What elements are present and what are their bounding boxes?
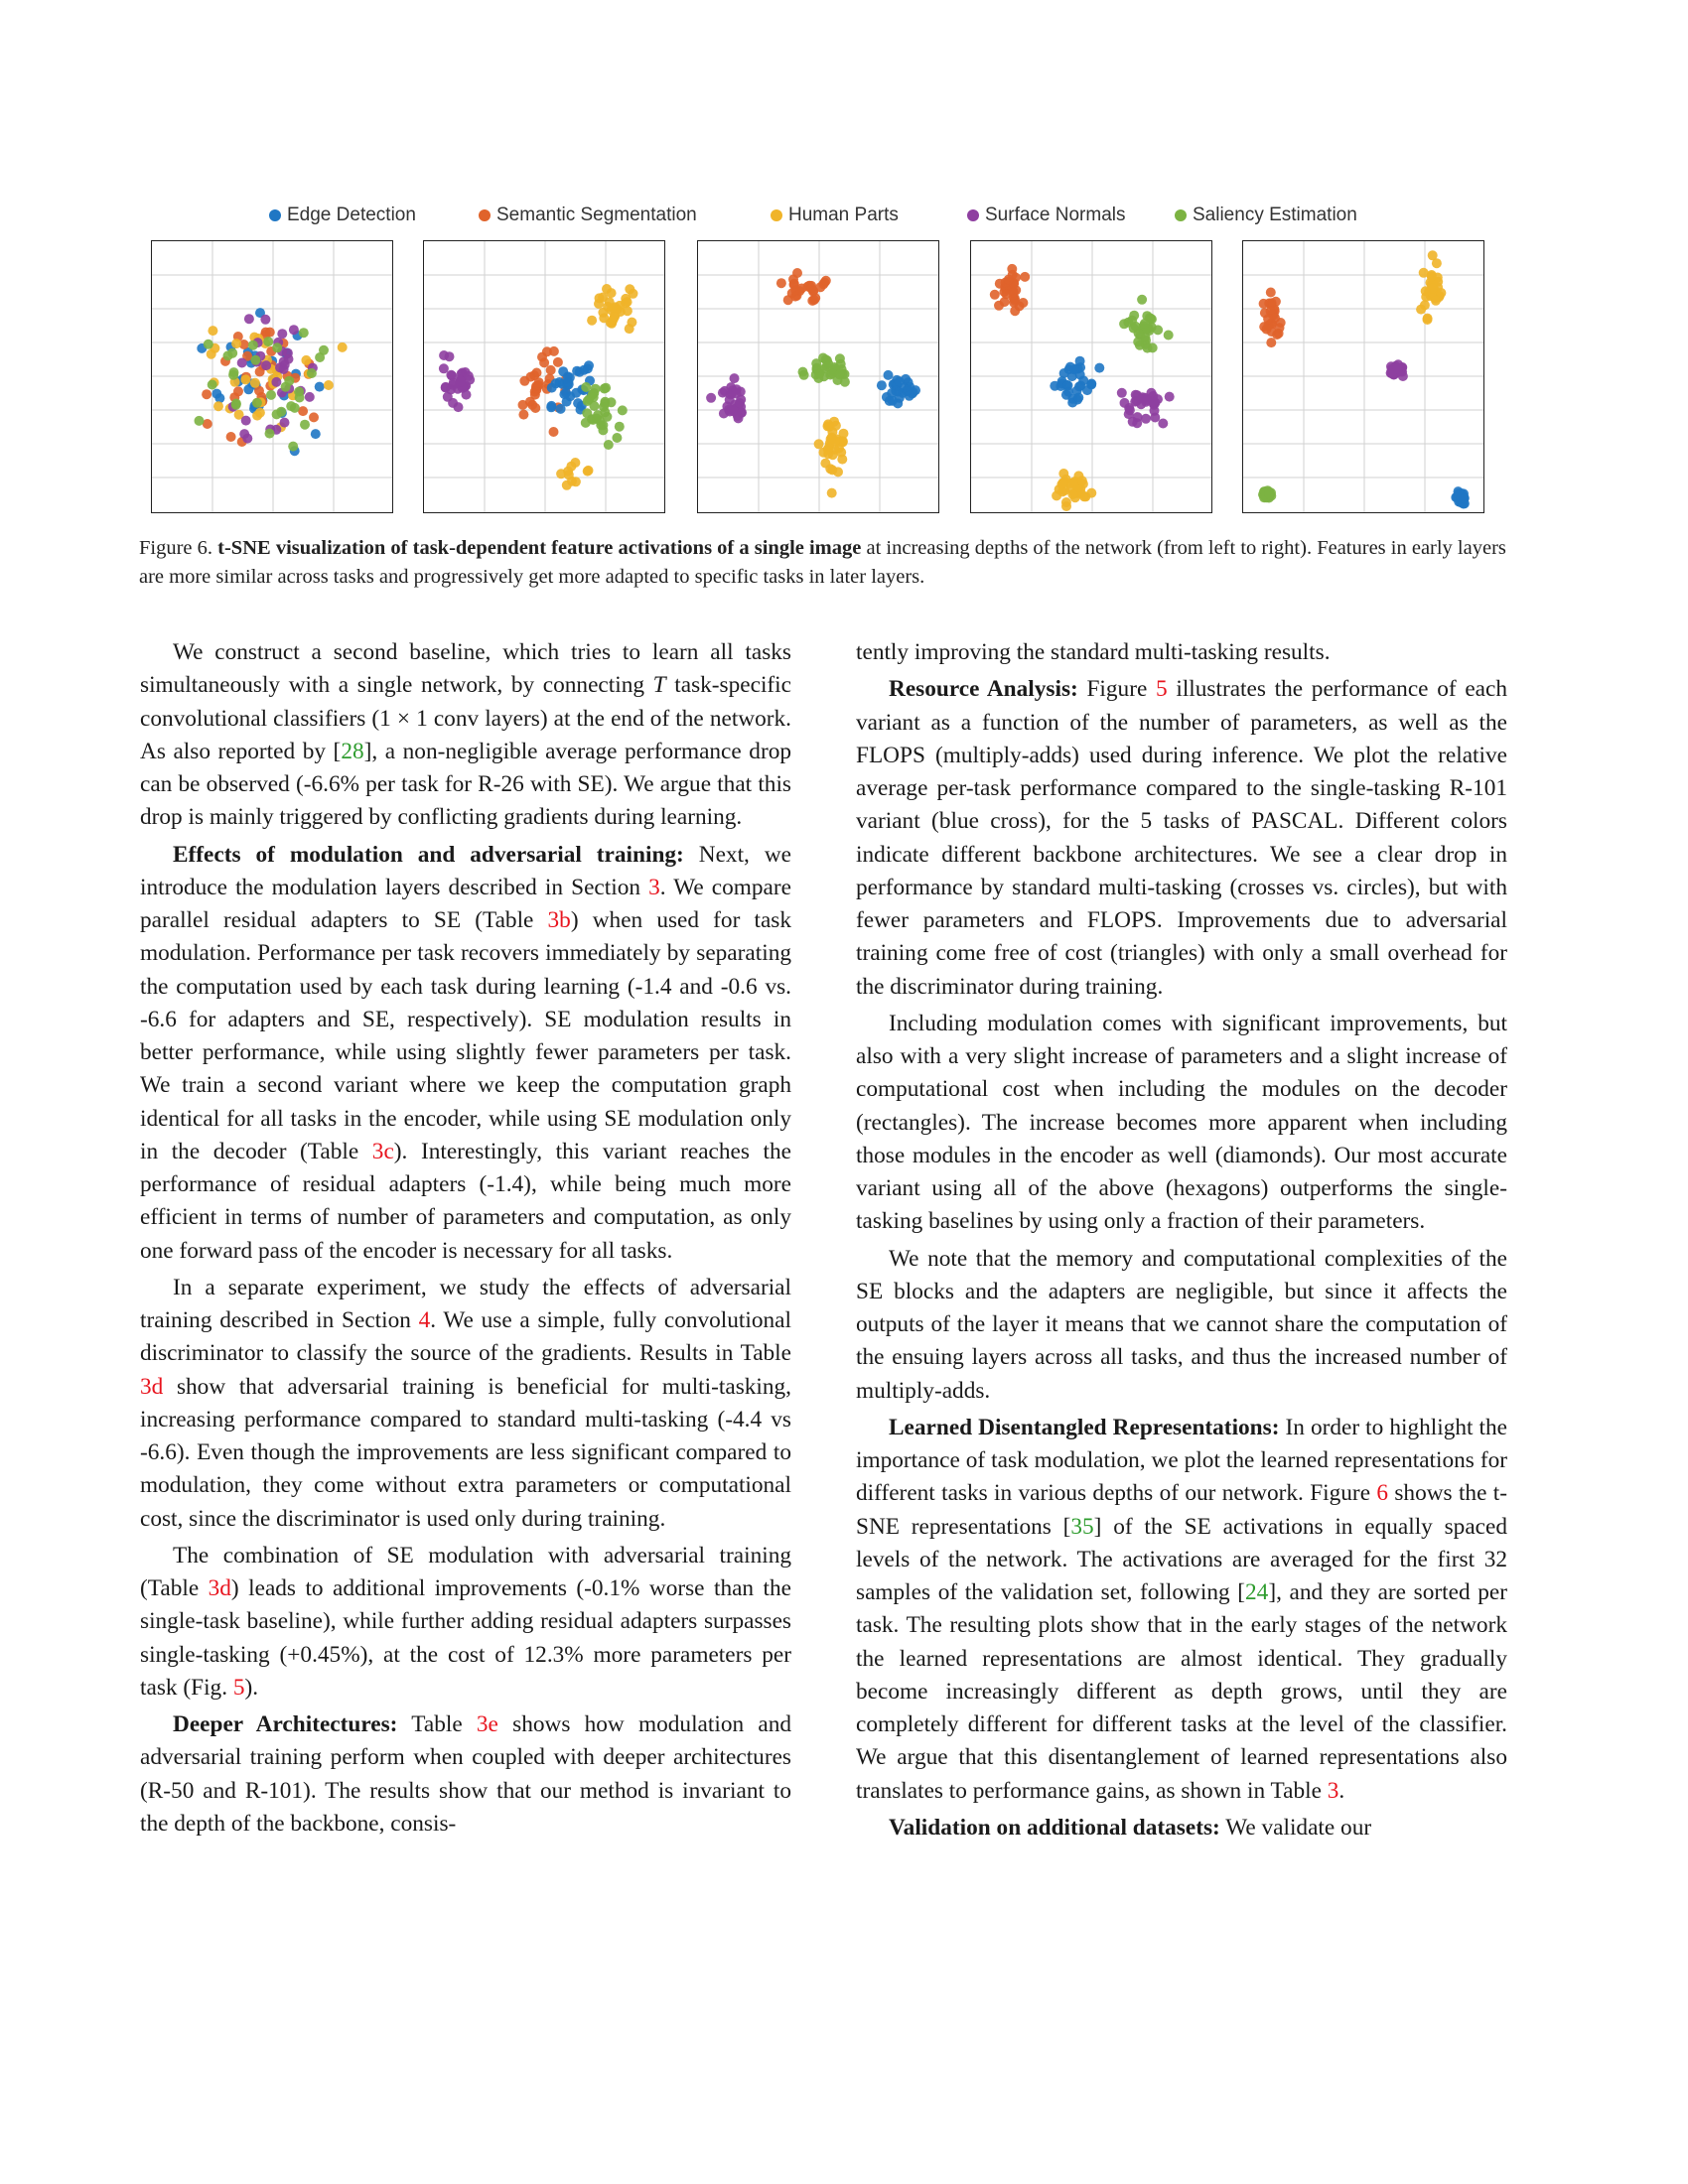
scatter-point bbox=[903, 384, 913, 394]
scatter-point bbox=[1059, 368, 1069, 378]
scatter-point bbox=[195, 416, 205, 426]
scatter-point bbox=[1428, 250, 1438, 260]
scatter-point bbox=[231, 339, 241, 348]
scatter-point bbox=[584, 360, 594, 370]
scatter-point bbox=[1431, 296, 1441, 306]
legend-item-semseg bbox=[479, 205, 697, 226]
paragraph-heading: Validation on additional datasets: bbox=[889, 1814, 1220, 1841]
scatter-point bbox=[1001, 289, 1011, 299]
scatter-point bbox=[1266, 288, 1276, 298]
scatter-point bbox=[1423, 315, 1433, 325]
text: ], a non-negligible average performance drop can be observed (-6.6% per task for R-26 with SE). We argue that this drop is mainly triggered by conflicting gradients during learning. bbox=[140, 738, 791, 831]
paragraph-heading: Deeper Architectures: bbox=[173, 1711, 398, 1737]
legend-item-parts bbox=[771, 205, 899, 226]
scatter-point bbox=[534, 377, 544, 387]
scatter-point bbox=[1421, 286, 1431, 296]
scatter-point bbox=[1063, 380, 1073, 390]
scatter-point bbox=[587, 316, 597, 326]
paragraph: Including modulation comes with significant improvements, but also with a very slight increase of parameters and a slight increase of computational cost when including the modules on the decoder (rectangles). The increase becomes more apparent when including those modules in the encoder as well (diamonds). Our most accurate variant using all of the above (hexagons) outperforms the single-tasking baselines by using only a fraction of their parameters. bbox=[856, 1010, 1507, 1235]
scatter-point bbox=[250, 355, 260, 365]
scatter-point bbox=[566, 462, 576, 472]
scatter-point bbox=[1094, 363, 1104, 373]
figure-link[interactable]: 6 bbox=[1376, 1480, 1389, 1507]
scatter-point bbox=[284, 376, 294, 386]
scatter-point bbox=[602, 412, 612, 422]
scatter-point bbox=[299, 328, 309, 338]
scatter-point bbox=[790, 285, 800, 295]
scatter-point bbox=[1275, 323, 1285, 333]
scatter-point bbox=[208, 380, 217, 390]
text: show that adversarial training is beneficial for multi-tasking, increasing performance compared to standard multi-tasking (-4.4 vs -6.6). Even though the improvements are less significant compared to modulation, they come without extra parameters or computational cost, since the discriminator is used only during training. bbox=[140, 1373, 791, 1532]
text: ] of the SE activations in equally spaced levels of the network. The activations are averaged for the first 32 samples of the validation set, following [ bbox=[856, 1513, 1507, 1605]
scatter-point bbox=[286, 401, 296, 411]
scatter-point bbox=[706, 393, 716, 403]
scatter-point bbox=[271, 377, 281, 387]
paragraph bbox=[856, 673, 1507, 1004]
scatter-point bbox=[1132, 390, 1142, 400]
scatter-point bbox=[1074, 381, 1084, 391]
legend-dot bbox=[479, 209, 491, 221]
scatter-point bbox=[1073, 393, 1083, 403]
scatter-point bbox=[1140, 319, 1150, 329]
scatter-point bbox=[213, 401, 223, 411]
paragraph bbox=[140, 636, 791, 835]
scatter-point bbox=[735, 398, 745, 408]
scatter-point bbox=[1061, 497, 1071, 507]
scatter-point bbox=[1020, 272, 1030, 282]
scatter-point bbox=[877, 380, 887, 390]
scatter-point bbox=[840, 377, 850, 387]
scatter-point bbox=[593, 410, 603, 420]
scatter-point bbox=[279, 356, 289, 366]
scatter-point bbox=[604, 440, 614, 450]
scatter-point bbox=[823, 419, 833, 429]
scatter-point bbox=[1018, 298, 1028, 308]
tsne-panel-4 bbox=[970, 240, 1212, 513]
scatter-point bbox=[776, 278, 786, 288]
text: shows the t-SNE representations [ bbox=[856, 1480, 1507, 1540]
scatter-point bbox=[539, 357, 549, 367]
text: Figure bbox=[1077, 676, 1156, 703]
scatter-point bbox=[280, 418, 290, 428]
scatter-point bbox=[839, 429, 849, 439]
legend-item-edge bbox=[269, 205, 416, 226]
section-link[interactable]: 4 bbox=[418, 1307, 431, 1333]
left-column bbox=[140, 636, 791, 1844]
figure-caption bbox=[139, 534, 1511, 592]
scatter-point bbox=[309, 412, 319, 422]
legend-item-saliency bbox=[1175, 205, 1357, 226]
scatter-point bbox=[233, 386, 243, 396]
table-link[interactable]: 3d bbox=[140, 1373, 164, 1400]
text: shows how modulation and adversarial training perform when coupled with deeper architectures (R-50 and R-101). The results show that our method is invariant to the depth of the backbone, consis- bbox=[140, 1711, 791, 1837]
table-link[interactable]: 3c bbox=[371, 1138, 394, 1164]
scatter-point bbox=[307, 368, 317, 378]
paragraph-heading: Resource Analysis: bbox=[889, 676, 1078, 703]
scatter-point bbox=[277, 329, 287, 339]
scatter-point bbox=[564, 470, 574, 479]
paragraph bbox=[856, 1412, 1507, 1808]
caption-bold: t-SNE visualization of task-dependent feature activations of a single image bbox=[217, 537, 862, 559]
scatter-point bbox=[223, 350, 233, 360]
table-link[interactable]: 3e bbox=[476, 1711, 498, 1737]
scatter-point bbox=[827, 465, 837, 475]
tsne-plot-4 bbox=[971, 241, 1212, 513]
scatter-point bbox=[288, 442, 298, 452]
scatter-point bbox=[1133, 337, 1143, 346]
legend-dot bbox=[771, 209, 782, 221]
scatter-point bbox=[248, 341, 258, 350]
scatter-point bbox=[1153, 325, 1163, 335]
text: . bbox=[1338, 1777, 1345, 1804]
scatter-point bbox=[324, 380, 334, 390]
scatter-point bbox=[456, 376, 466, 386]
scatter-point bbox=[1265, 489, 1275, 499]
scatter-point bbox=[1427, 271, 1437, 281]
text: ], and they are sorted per task. The resulting plots show that in the early stages of the network the learned representations are almost identical. They gradually become increasingly different as depth grows, until they are completely different for different tasks at the level of the classifier. We argue that this disentanglement of learned representations also translates to performance gains, as shown in Table bbox=[856, 1579, 1507, 1804]
paragraph: We note that the memory and computational complexities of the SE blocks and the adapters are negligible, but since it affects the outputs of the layer it means that we cannot share the computation of the ensuing layers across all tasks, and thus the increased number of multiply-adds. bbox=[856, 1245, 1507, 1404]
scatter-point bbox=[836, 448, 846, 458]
scatter-point bbox=[1459, 493, 1469, 503]
scatter-point bbox=[1259, 299, 1269, 309]
paragraph: tently improving the standard multi-tasking results. bbox=[856, 639, 1331, 665]
scatter-point bbox=[625, 324, 634, 334]
scatter-point bbox=[990, 290, 1000, 300]
scatter-point bbox=[1120, 398, 1130, 408]
scatter-point bbox=[571, 477, 581, 486]
scatter-point bbox=[590, 401, 600, 411]
scatter-point bbox=[338, 342, 348, 352]
scatter-point bbox=[1052, 490, 1061, 500]
scatter-point bbox=[311, 429, 321, 439]
scatter-point bbox=[261, 360, 271, 370]
scatter-point bbox=[265, 429, 275, 439]
scatter-point bbox=[559, 389, 569, 399]
text: Next, we introduce the modulation layers described in Section bbox=[140, 841, 791, 900]
scatter-point bbox=[319, 345, 329, 355]
scatter-point bbox=[1010, 306, 1020, 316]
scatter-point bbox=[823, 444, 833, 454]
paragraph bbox=[140, 839, 791, 1268]
legend-label: Edge Detection bbox=[287, 205, 416, 225]
scatter-point bbox=[240, 374, 250, 384]
tsne-plot-2 bbox=[424, 241, 665, 513]
scatter-point bbox=[730, 373, 740, 383]
tsne-panel-5 bbox=[1242, 240, 1484, 513]
scatter-point bbox=[301, 355, 311, 365]
scatter-point bbox=[615, 422, 625, 432]
scatter-point bbox=[719, 409, 729, 419]
figure-link[interactable]: 5 bbox=[1156, 676, 1168, 703]
scatter-point bbox=[600, 398, 610, 408]
scatter-point bbox=[445, 351, 455, 361]
scatter-point bbox=[1119, 319, 1129, 329]
legend-item-normals bbox=[967, 205, 1126, 226]
scatter-point bbox=[1129, 311, 1139, 321]
scatter-point bbox=[562, 480, 572, 490]
scatter-point bbox=[231, 400, 241, 410]
paragraph bbox=[140, 1540, 791, 1705]
paragraph bbox=[140, 1708, 791, 1841]
scatter-point bbox=[1133, 412, 1143, 422]
scatter-point bbox=[1416, 305, 1426, 315]
scatter-point bbox=[888, 396, 898, 406]
scatter-point bbox=[250, 378, 260, 388]
scatter-point bbox=[1158, 419, 1168, 429]
scatter-point bbox=[563, 377, 573, 387]
scatter-point bbox=[584, 466, 594, 476]
text: We construct a second baseline, which tries to learn all tasks simultaneously with a single network, by connecting bbox=[140, 639, 791, 699]
tsne-plot-3 bbox=[698, 241, 939, 513]
citation-link[interactable]: 28 bbox=[341, 738, 364, 764]
scatter-point bbox=[1004, 275, 1014, 285]
scatter-point bbox=[546, 402, 556, 412]
scatter-point bbox=[1134, 329, 1144, 339]
scatter-point bbox=[266, 390, 276, 400]
right-column bbox=[856, 636, 1507, 1848]
text: . We compare parallel residual adapters to SE (Table bbox=[140, 874, 791, 933]
scatter-point bbox=[439, 363, 449, 373]
scatter-point bbox=[1077, 476, 1087, 485]
scatter-point bbox=[732, 384, 742, 394]
scatter-point bbox=[241, 416, 251, 426]
scatter-point bbox=[255, 408, 265, 418]
legend-label: Surface Normals bbox=[985, 205, 1126, 225]
section-link[interactable]: 3 bbox=[648, 874, 660, 900]
table-link[interactable]: 3 bbox=[1327, 1777, 1339, 1804]
text: ) leads to additional improvements (-0.1% worse than the single-task baseline), while further adding residual adapters surpasses single-tasking (+0.45%), at the cost of 12.3% more parameters per task (Fig. bbox=[140, 1575, 791, 1701]
text: ) when used for task modulation. Performance per task recovers immediately by separating the computation used by each task during learning (-1.4 and -0.6 vs. -6.6 for adapters and SE, respectively). SE modulation results in better performance, while using slightly fewer parameters per task. We train a second variant where we keep the computation graph identical for all tasks in the encoder, while using SE modulation only in the decoder (Table bbox=[140, 907, 792, 1164]
scatter-point bbox=[226, 432, 236, 442]
scatter-point bbox=[518, 410, 528, 420]
scatter-point bbox=[448, 398, 458, 408]
tsne-panels bbox=[0, 240, 1688, 518]
scatter-point bbox=[1007, 264, 1017, 274]
scatter-point bbox=[228, 370, 238, 380]
scatter-point bbox=[821, 276, 831, 286]
scatter-point bbox=[1266, 338, 1276, 347]
scatter-point bbox=[202, 389, 211, 399]
scatter-point bbox=[895, 376, 905, 386]
scatter-point bbox=[289, 325, 299, 335]
scatter-point bbox=[737, 408, 747, 418]
scatter-point bbox=[272, 342, 282, 352]
scatter-point bbox=[208, 326, 217, 336]
text: task-specific convolutional classifiers (1 × 1 conv layers) at the end of the network. As also reported by [ bbox=[140, 672, 791, 764]
scatter-point bbox=[827, 488, 837, 498]
scatter-point bbox=[629, 289, 638, 299]
scatter-point bbox=[549, 427, 559, 437]
text: ). bbox=[244, 1674, 259, 1701]
scatter-point bbox=[603, 302, 613, 312]
scatter-point bbox=[598, 425, 608, 435]
tsne-plot-1 bbox=[152, 241, 393, 513]
scatter-point bbox=[1141, 414, 1151, 424]
scatter-point bbox=[546, 365, 556, 375]
scatter-point bbox=[294, 387, 304, 397]
text: In a separate experiment, we study the effects of adversarial training described in Section bbox=[140, 1274, 791, 1333]
scatter-point bbox=[799, 370, 809, 380]
scatter-point bbox=[1137, 295, 1147, 305]
scatter-point bbox=[547, 383, 557, 393]
paragraph bbox=[140, 1272, 791, 1536]
text: . We use a simple, fully convolutional discriminator to classify the source of the gradients. Results in Table bbox=[140, 1307, 791, 1367]
scatter-point bbox=[244, 314, 254, 324]
text: Table bbox=[397, 1711, 477, 1737]
scatter-point bbox=[556, 404, 566, 414]
scatter-point bbox=[818, 353, 828, 363]
caption-rest: at increasing depths of the network (from left to right). Features in early layers are more similar across tasks and progressively get more adapted to specific tasks in later layers. bbox=[139, 537, 1506, 588]
scatter-point bbox=[1080, 491, 1090, 501]
scatter-point bbox=[530, 403, 540, 413]
figure-link[interactable]: 5 bbox=[232, 1674, 245, 1701]
scatter-point bbox=[1058, 469, 1068, 478]
scatter-point bbox=[618, 405, 628, 415]
scatter-point bbox=[1153, 394, 1163, 404]
scatter-point bbox=[891, 386, 901, 396]
scatter-point bbox=[1086, 380, 1096, 390]
scatter-point bbox=[204, 340, 213, 349]
figure-legend bbox=[0, 205, 1688, 230]
scatter-point bbox=[884, 370, 894, 380]
scatter-point bbox=[242, 434, 252, 444]
scatter-point bbox=[260, 315, 270, 325]
tsne-panel-1 bbox=[151, 240, 393, 513]
scatter-point bbox=[237, 358, 247, 368]
paragraph-heading: Learned Disentangled Representations: bbox=[889, 1414, 1280, 1440]
citation-link[interactable]: 35 bbox=[1070, 1513, 1094, 1540]
math-symbol: T bbox=[652, 672, 666, 699]
citation-link[interactable]: 24 bbox=[1245, 1579, 1269, 1605]
scatter-point bbox=[305, 392, 315, 402]
scatter-point bbox=[300, 420, 310, 430]
caption-label: Figure 6. bbox=[139, 537, 213, 559]
scatter-point bbox=[792, 268, 802, 278]
scatter-point bbox=[1117, 388, 1127, 398]
scatter-point bbox=[315, 382, 325, 392]
scatter-point bbox=[812, 363, 822, 373]
scatter-point bbox=[826, 434, 836, 444]
scatter-point bbox=[1164, 331, 1174, 341]
scatter-point bbox=[1075, 356, 1085, 366]
tsne-panel-3 bbox=[697, 240, 939, 513]
scatter-point bbox=[994, 301, 1004, 311]
paragraph bbox=[856, 1812, 1507, 1844]
legend-label: Saliency Estimation bbox=[1193, 205, 1357, 225]
scatter-point bbox=[1143, 343, 1153, 353]
scatter-point bbox=[1150, 406, 1160, 416]
text: We validate our bbox=[1219, 1814, 1372, 1841]
scatter-point bbox=[263, 337, 273, 346]
text: illustrates the performance of each variant as a function of the number of parameters, as well as the FLOPS (multiply-adds) used during inference. We plot the relative average per-task performance compared to the single-tasking R-101 variant (blue cross), for the 5 tasks of PASCAL. Different colors indicate different backbone architectures. We see a clear drop in performance by standard multi-tasking (crosses vs. circles), but with fewer parameters and FLOPS. Improvements due to adversarial training come free of cost (triangles) with only a small overhead for the discriminator during training. bbox=[856, 676, 1507, 1000]
scatter-point bbox=[806, 284, 816, 294]
legend-label: Human Parts bbox=[788, 205, 899, 225]
scatter-point bbox=[252, 398, 262, 408]
legend-label: Semantic Segmentation bbox=[496, 205, 697, 225]
legend-dot bbox=[1175, 209, 1187, 221]
text: In order to highlight the importance of task modulation, we plot the learned representations for different tasks in various depths of our network. Figure bbox=[856, 1414, 1507, 1507]
scatter-point bbox=[595, 293, 605, 303]
scatter-point bbox=[601, 383, 611, 393]
scatter-point bbox=[553, 357, 563, 367]
table-link[interactable]: 3b bbox=[547, 907, 571, 933]
scatter-point bbox=[519, 376, 529, 386]
scatter-point bbox=[610, 312, 620, 322]
tsne-plot-5 bbox=[1243, 241, 1484, 513]
text: ). Interestingly, this variant reaches the performance of residual adapters (-1.4), while being much more efficient in terms of number of parameters and computation, as only one forward pass of the encoder is necessary for all tasks. bbox=[140, 1138, 791, 1264]
scatter-point bbox=[623, 306, 633, 316]
scatter-point bbox=[272, 409, 282, 419]
text: The combination of SE modulation with adversarial training (Table bbox=[140, 1542, 791, 1601]
scatter-point bbox=[549, 346, 559, 356]
scatter-point bbox=[283, 348, 293, 358]
scatter-point bbox=[602, 284, 612, 294]
legend-dot bbox=[269, 209, 281, 221]
scatter-point bbox=[1067, 489, 1077, 499]
scatter-point bbox=[612, 433, 622, 443]
scatter-point bbox=[1165, 392, 1175, 402]
paragraph-heading: Effects of modulation and adversarial training: bbox=[173, 841, 684, 868]
scatter-point bbox=[1069, 364, 1079, 374]
table-link[interactable]: 3d bbox=[208, 1575, 231, 1601]
scatter-point bbox=[814, 439, 824, 449]
legend-dot bbox=[967, 209, 979, 221]
scatter-point bbox=[1393, 363, 1403, 373]
scatter-point bbox=[558, 366, 568, 376]
scatter-point bbox=[1263, 314, 1273, 324]
tsne-panel-2 bbox=[423, 240, 665, 513]
